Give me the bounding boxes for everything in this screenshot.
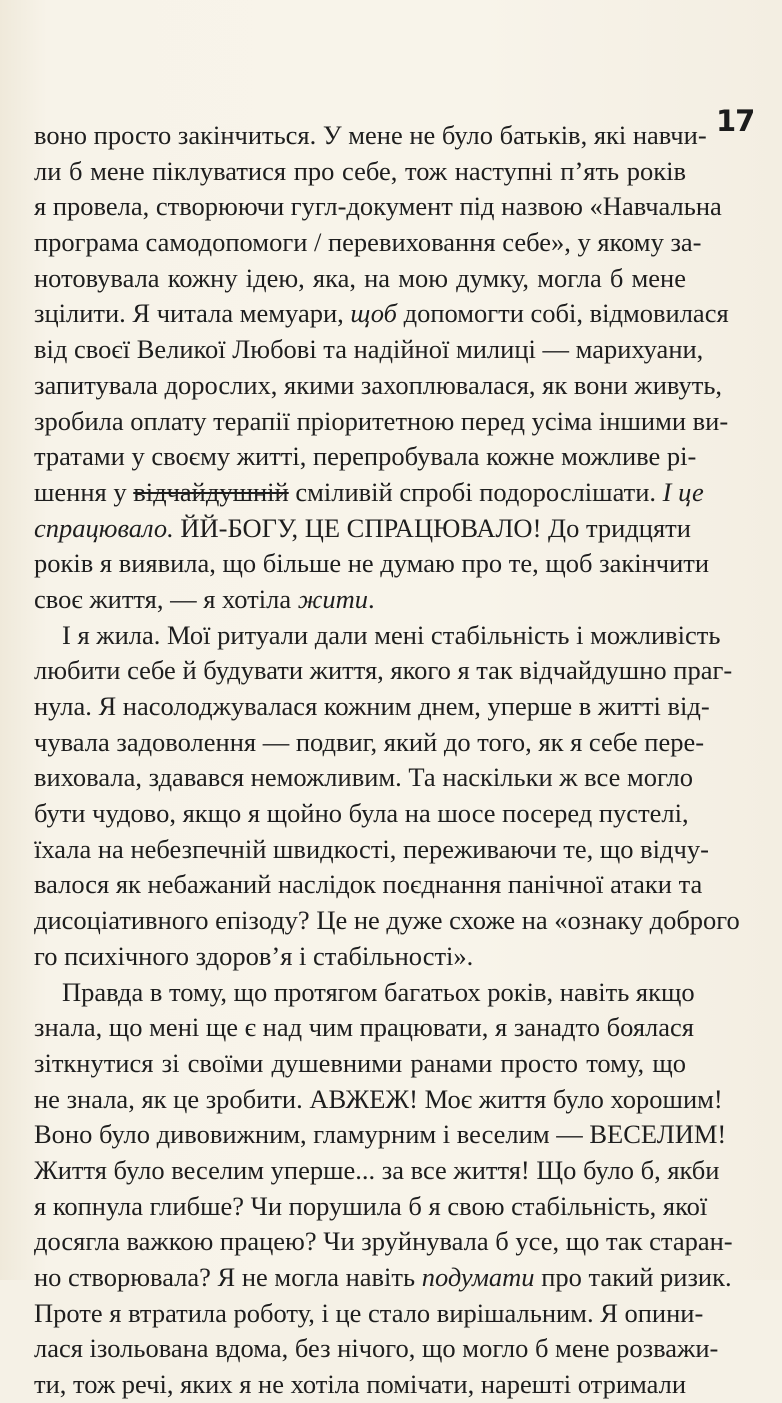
text-line xyxy=(34,225,702,261)
text-line xyxy=(34,1010,694,1046)
text-run: запитувала дорослих, якими захоплювалася, як вони живуть, xyxy=(34,369,723,400)
text-run: зіткнутися зі своїми душевними ранами просто тому, що xyxy=(34,1047,686,1078)
text-run: лася ізольована вдома, без нічого, що могло б мене розважи- xyxy=(34,1333,719,1364)
text-line xyxy=(34,653,733,689)
text-run: років я виявила, що більше не думаю про те, щоб закінчити xyxy=(34,548,710,579)
text-run: дисоціативного епізоду? Це не дуже схоже на «ознаку доброго xyxy=(34,905,740,936)
text-run: від своєї Великої Любові та надійної милиці — марихуани, xyxy=(34,334,704,365)
text-line xyxy=(34,1153,720,1189)
text-run: я копнула глибше? Чи порушила б я свою стабільність, якої xyxy=(34,1190,708,1221)
text-run: Життя було веселим уперше... за все життя! Що було б, якби xyxy=(34,1154,720,1185)
text-line xyxy=(34,1224,733,1260)
text-line xyxy=(34,796,689,832)
text-line xyxy=(34,903,740,939)
text-run: не знала, як це зробити. АВЖЕЖ! Моє життя було хорошим! xyxy=(34,1083,723,1114)
text-line xyxy=(34,1117,727,1153)
text-line xyxy=(34,118,707,154)
text-run: зцілити. Я читала мемуари, xyxy=(34,298,351,329)
text-run: їхала на небезпечній швидкості, переживаючи те, що відчу- xyxy=(34,833,709,864)
text-run: валося як небажаний наслідок поєднання панічної атаки та xyxy=(34,869,703,900)
paragraph xyxy=(34,618,740,975)
text-line xyxy=(34,189,722,225)
text-line xyxy=(34,832,709,868)
text-line xyxy=(34,1046,686,1082)
text-line xyxy=(34,546,710,582)
text-run: І я жила. Мої ритуали дали мені стабільність і можливість xyxy=(62,619,721,650)
text-line xyxy=(34,439,697,475)
text-line xyxy=(34,511,691,547)
text-run: но створювала? Я не могла навіть xyxy=(34,1262,422,1292)
text-line xyxy=(34,1367,686,1403)
text-line xyxy=(34,1260,732,1296)
body-text xyxy=(34,118,740,1403)
text-run: воно просто закінчиться. У мене не було батьків, які навчи- xyxy=(34,120,707,150)
text-run: шення у xyxy=(34,476,134,507)
text-run: допомогти собі, відмовилася xyxy=(396,298,729,329)
text-run: ЙЙ-БОГУ, ЦЕ СПРАЦЮВАЛО! До тридцяти xyxy=(173,512,691,543)
text-run: своє життя, — я хотіла xyxy=(34,583,298,614)
text-line xyxy=(34,332,704,368)
text-line xyxy=(34,1331,719,1367)
text-run: ли б мене піклуватися про себе, тож наступні п’ять років xyxy=(34,155,686,186)
text-line xyxy=(34,689,710,725)
text-run: сміливій спробі подорослішати. xyxy=(288,476,663,507)
text-run: Воно було дивовижним, гламурним і веселим — ВЕСЕЛИМ! xyxy=(34,1119,727,1150)
text-run: го психічного здоров’я і стабільності». xyxy=(34,940,474,971)
text-line xyxy=(34,939,686,975)
italic-text: жити xyxy=(297,583,369,614)
text-line xyxy=(34,867,703,903)
italic-text: І це xyxy=(662,476,704,507)
text-run: досягла важкою працею? Чи зруйнувала б усе, що так старан- xyxy=(34,1226,733,1257)
text-line xyxy=(34,1189,708,1225)
paragraph xyxy=(34,975,733,1403)
text-line xyxy=(34,261,686,297)
text-line xyxy=(34,725,705,761)
text-run: Правда в тому, що протягом багатьох років, навіть якщо xyxy=(62,976,695,1007)
text-run: я провела, створюючи гугл-документ під назвою «Навчальна xyxy=(34,191,722,222)
text-run: про такий ризик. xyxy=(534,1262,732,1292)
text-run: чувала задоволення — подвиг, який до того, як я себе пере- xyxy=(34,726,705,757)
text-line xyxy=(34,404,729,440)
text-line xyxy=(34,582,686,618)
struck-text: відчайдушній xyxy=(133,476,289,507)
text-run: тратами у своєму житті, перепробувала кожне можливе рі- xyxy=(34,441,697,472)
italic-text: подумати xyxy=(421,1262,535,1292)
italic-text: щоб xyxy=(350,298,397,329)
text-line xyxy=(34,975,695,1011)
text-run: . xyxy=(368,583,375,614)
text-run: програма самодопомоги / перевиховання себе», у якому за- xyxy=(34,227,702,258)
paragraph xyxy=(34,118,729,618)
text-line xyxy=(34,760,694,796)
text-run: нула. Я насолоджувалася кожним днем, уперше в житті від- xyxy=(34,691,710,721)
text-line xyxy=(34,1082,723,1118)
text-line xyxy=(34,154,686,190)
text-line xyxy=(34,1296,704,1332)
text-run: нотовувала кожну ідею, яка, на мою думку, могла б мене xyxy=(34,262,686,293)
text-line xyxy=(34,618,721,654)
italic-text: спрацювало. xyxy=(34,512,174,543)
text-line xyxy=(34,368,723,404)
text-run: зробила оплату терапії пріоритетною перед усіма іншими ви- xyxy=(34,405,729,436)
text-line xyxy=(34,296,729,332)
text-run: любити себе й будувати життя, якого я так відчайдушно праг- xyxy=(34,655,733,686)
text-run: Проте я втратила роботу, і це стало вирішальним. Я опини- xyxy=(34,1297,704,1328)
text-run: бути чудово, якщо я щойно була на шосе посеред пустелі, xyxy=(34,798,689,829)
text-run: виховала, здавався неможливим. Та наскільки ж все могло xyxy=(34,762,694,793)
page-number: 17 xyxy=(716,104,755,138)
text-line xyxy=(34,475,704,511)
text-run: знала, що мені ще є над чим працювати, я занадто боялася xyxy=(34,1012,694,1043)
text-run: ти, тож речі, яких я не хотіла помічати, нарешті отримали xyxy=(34,1369,686,1400)
